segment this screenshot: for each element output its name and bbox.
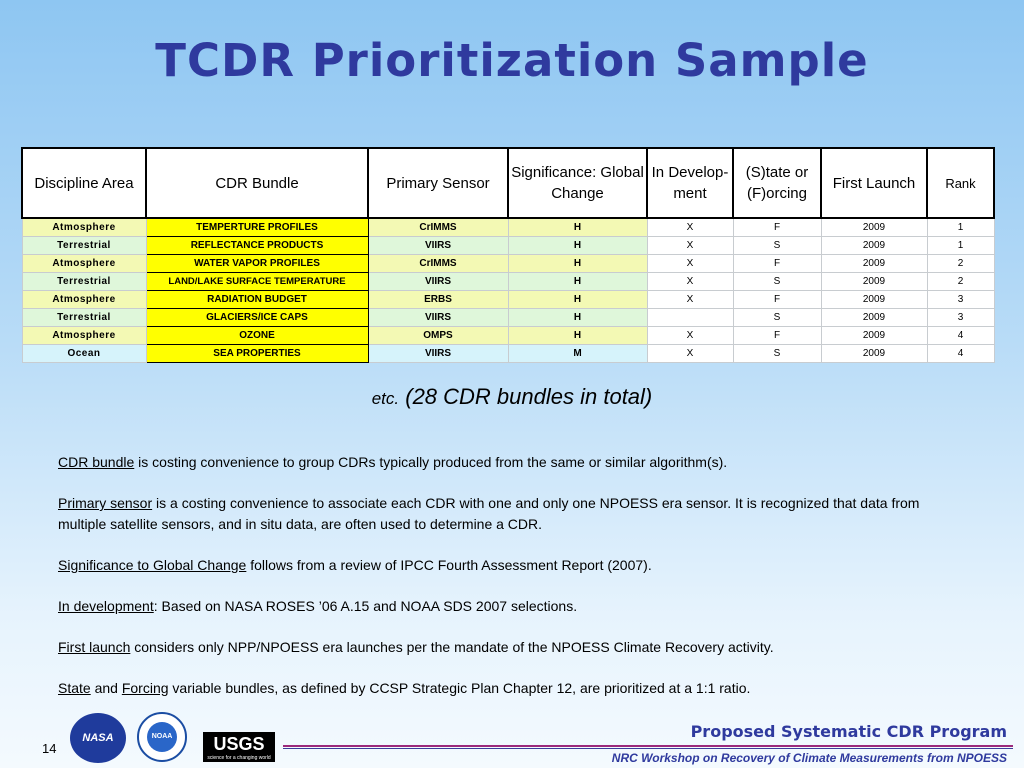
page-number: 14 <box>42 741 57 756</box>
header-state-forcing: (S)tate or (F)orcing <box>733 148 821 218</box>
footer-program-title: Proposed Systematic CDR Program <box>690 722 1007 741</box>
cell-significance: H <box>508 309 647 327</box>
definition-text: variable bundles, as defined by CCSP Strategic Plan Chapter 12, are prioritized at a 1:1 ratio. <box>168 679 751 696</box>
cell-bundle: LAND/LAKE SURFACE TEMPERATURE <box>146 273 368 291</box>
cell-rank: 2 <box>927 273 994 291</box>
definition-item <box>58 452 958 473</box>
cell-rank: 1 <box>927 218 994 237</box>
cell-bundle: TEMPERTURE PROFILES <box>146 218 368 237</box>
table-row <box>22 237 994 255</box>
table-row <box>22 291 994 309</box>
cell-dev: X <box>647 218 733 237</box>
cell-sf: S <box>733 273 821 291</box>
cell-launch: 2009 <box>821 237 927 255</box>
cell-significance: H <box>508 255 647 273</box>
definition-text: and <box>90 679 122 696</box>
cell-launch: 2009 <box>821 218 927 237</box>
definition-text: is a costing convenience to associate each CDR with one and only one NPOESS era sensor. It is recognized that data from multiple satellite sensors, and in situ data, are often used to determine a CDR. <box>58 495 920 532</box>
cell-bundle: RADIATION BUDGET <box>146 291 368 309</box>
cell-sf: S <box>733 345 821 363</box>
definition-term: Significance to Global Change <box>58 556 247 573</box>
usgs-tagline: science for a changing world <box>207 755 271 761</box>
header-cdr-bundle: CDR Bundle <box>146 148 368 218</box>
cell-sf: F <box>733 218 821 237</box>
cell-dev: X <box>647 327 733 345</box>
cell-sensor: VIIRS <box>368 237 508 255</box>
cell-sf: F <box>733 255 821 273</box>
cell-sf: S <box>733 309 821 327</box>
cell-dev: X <box>647 273 733 291</box>
definition-item <box>58 555 958 576</box>
definition-item <box>58 637 958 658</box>
definition-term: In development <box>58 597 154 614</box>
cell-bundle: SEA PROPERTIES <box>146 345 368 363</box>
cell-rank: 1 <box>927 237 994 255</box>
header-first-launch: First Launch <box>821 148 927 218</box>
footer-divider <box>283 745 1013 747</box>
cell-rank: 2 <box>927 255 994 273</box>
cell-significance: H <box>508 273 647 291</box>
footer-workshop-title: NRC Workshop on Recovery of Climate Measurements from NPOESS <box>611 751 1007 765</box>
header-significance: Significance: Global Change <box>508 148 647 218</box>
cell-rank: 3 <box>927 309 994 327</box>
cell-area: Terrestrial <box>22 309 146 327</box>
cell-rank: 3 <box>927 291 994 309</box>
etc-prefix: etc. <box>371 389 400 408</box>
table-row <box>22 345 994 363</box>
cell-rank: 4 <box>927 327 994 345</box>
table-row <box>22 309 994 327</box>
cell-bundle: WATER VAPOR PROFILES <box>146 255 368 273</box>
cell-area: Atmosphere <box>22 291 146 309</box>
table-row <box>22 327 994 345</box>
cell-sf: S <box>733 237 821 255</box>
nasa-logo-icon: NASA <box>70 713 126 763</box>
cell-area: Atmosphere <box>22 218 146 237</box>
etc-text: (28 CDR bundles in total) <box>405 384 653 409</box>
definition-item <box>58 596 958 617</box>
cell-dev <box>647 309 733 327</box>
cell-bundle: REFLECTANCE PRODUCTS <box>146 237 368 255</box>
total-bundles-note <box>0 384 1024 410</box>
cell-sensor: VIIRS <box>368 273 508 291</box>
definition-text: follows from a review of IPCC Fourth Assessment Report (2007). <box>246 556 652 573</box>
cell-area: Atmosphere <box>22 255 146 273</box>
header-primary-sensor: Primary Sensor <box>368 148 508 218</box>
cell-sensor: ERBS <box>368 291 508 309</box>
header-in-development: In Develop-ment <box>647 148 733 218</box>
cell-bundle: GLACIERS/ICE CAPS <box>146 309 368 327</box>
cell-area: Terrestrial <box>22 273 146 291</box>
table-row <box>22 255 994 273</box>
cell-area: Terrestrial <box>22 237 146 255</box>
definition-text: is costing convenience to group CDRs typically produced from the same or similar algorithm(s). <box>134 454 728 470</box>
cell-sf: F <box>733 327 821 345</box>
header-rank: Rank <box>927 148 994 218</box>
footer-divider-secondary <box>283 748 1013 749</box>
cell-sensor: VIIRS <box>368 345 508 363</box>
definition-term: CDR bundle <box>58 454 135 470</box>
header-discipline-area: Discipline Area <box>22 148 146 218</box>
cell-launch: 2009 <box>821 291 927 309</box>
cell-dev: X <box>647 255 733 273</box>
definition-term: First launch <box>58 638 131 655</box>
cell-significance: H <box>508 291 647 309</box>
noaa-logo-icon <box>137 712 187 762</box>
table-row <box>22 273 994 291</box>
cell-significance: H <box>508 327 647 345</box>
cell-launch: 2009 <box>821 345 927 363</box>
cell-sensor: VIIRS <box>368 309 508 327</box>
cell-significance: H <box>508 218 647 237</box>
table-row <box>22 218 994 237</box>
definition-text: considers only NPP/NPOESS era launches per the mandate of the NPOESS Climate Recovery activity. <box>130 638 774 655</box>
cell-launch: 2009 <box>821 309 927 327</box>
cell-rank: 4 <box>927 345 994 363</box>
slide-title: TCDR Prioritization Sample <box>155 34 869 87</box>
cell-area: Ocean <box>22 345 146 363</box>
definition-text: : Based on NASA ROSES ’06 A.15 and NOAA SDS 2007 selections. <box>153 597 578 614</box>
cell-significance: M <box>508 345 647 363</box>
cell-launch: 2009 <box>821 273 927 291</box>
cell-dev: X <box>647 345 733 363</box>
definition-term: Forcing <box>121 679 169 696</box>
cell-area: Atmosphere <box>22 327 146 345</box>
cell-sensor: CrIMMS <box>368 255 508 273</box>
cell-launch: 2009 <box>821 255 927 273</box>
definitions-block <box>58 452 958 719</box>
table-header-row <box>22 148 994 218</box>
definition-item <box>58 678 958 699</box>
cell-dev: X <box>647 291 733 309</box>
definition-term: State <box>58 679 91 696</box>
noaa-logo-text: NOAA <box>147 722 177 752</box>
cell-bundle: OZONE <box>146 327 368 345</box>
cell-sensor: CrIMMS <box>368 218 508 237</box>
definition-item <box>58 493 958 534</box>
cell-significance: H <box>508 237 647 255</box>
cell-sensor: OMPS <box>368 327 508 345</box>
cell-dev: X <box>647 237 733 255</box>
usgs-logo-text: USGS <box>213 734 265 754</box>
cell-sf: F <box>733 291 821 309</box>
cdr-priority-table <box>21 147 995 363</box>
usgs-logo-icon <box>203 732 275 762</box>
definition-term: Primary sensor <box>58 495 153 511</box>
cell-launch: 2009 <box>821 327 927 345</box>
